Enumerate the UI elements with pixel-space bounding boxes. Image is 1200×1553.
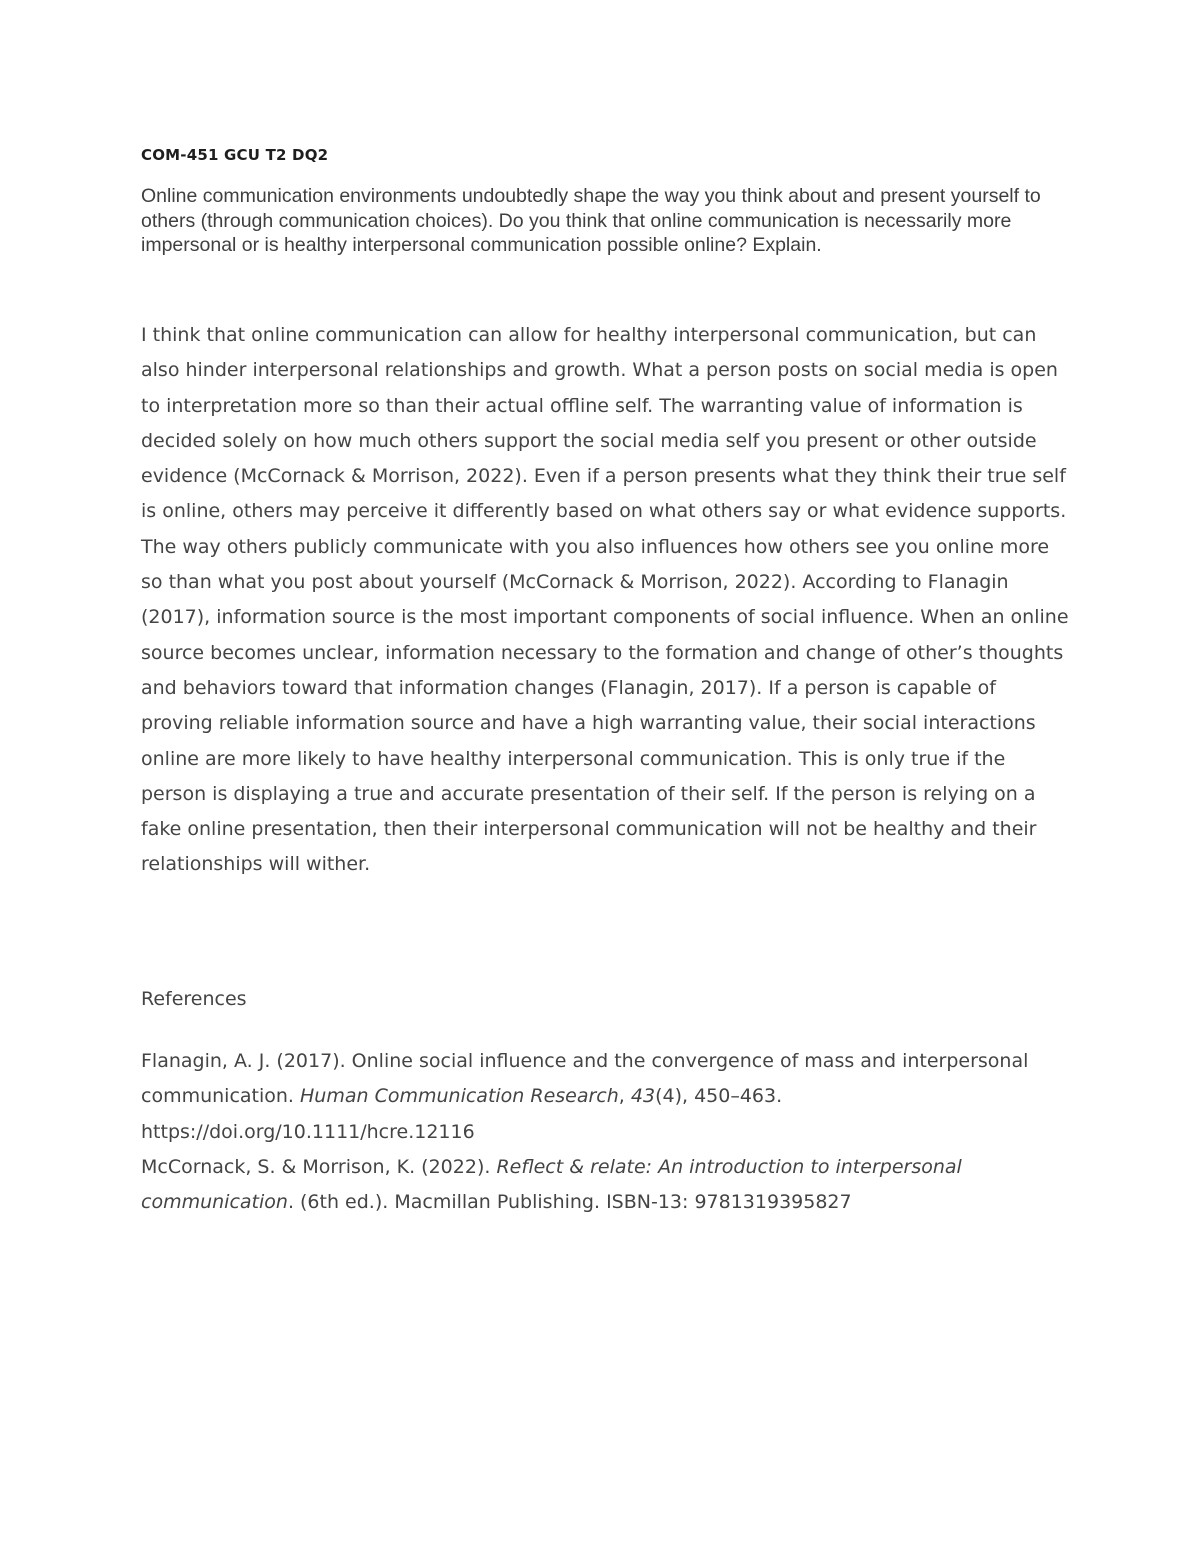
reference-journal: Human Communication Research: [300, 1085, 619, 1108]
discussion-prompt: Online communication environments undoubtedly shape the way you think about and present yourself to others (through communication choices). Do you think that online communication is necessarily more impersonal or is healthy interpersonal communication possible online? Explain.: [141, 185, 1041, 257]
reference-separator: ,: [618, 1085, 631, 1108]
references-heading: References: [141, 988, 247, 1010]
reference-book-title: Reflect & relate: An introduction to interpersonal communication: [141, 1155, 962, 1214]
reference-text: . (6th ed.). Macmillan Publishing. ISBN-13: 9781319395827: [287, 1191, 852, 1214]
discussion-response: I think that online communication can allow for healthy interpersonal communication, but can also hinder interpersonal relationships and growth. What a person posts on social media is open to interpretation more so than their actual offline self. The warranting value of information is decided solely on how much others support the social media self you present or other outside evidence (McCornack & Morrison, 2022). Even if a person presents what they think their true self is online, others may perceive it differently based on what others say or what evidence supports. The way others publicly communicate with you also influences how others see you online more so than what you post about yourself (McCornack & Morrison, 2022). According to Flanagin (2017), information source is the most important components of social influence. When an online source becomes unclear, information necessary to the formation and change of other’s thoughts and behaviors toward that information changes (Flanagin, 2017). If a person is capable of proving reliable information source and have a high warranting value, their social interactions online are more likely to have healthy interpersonal communication. This is only true if the person is displaying a true and accurate presentation of their self. If the person is relying on a fake online presentation, then their interpersonal communication will not be healthy and their relationships will wither.: [141, 324, 1069, 876]
reference-text: Flanagin, A. J. (2017). Online social influence and the convergence of mass and interpersonal communication.: [141, 1050, 1029, 1108]
reference-volume: 43: [630, 1085, 656, 1108]
document-title: COM-451 GCU T2 DQ2: [141, 146, 329, 164]
reference-entry-mccornack: [141, 1150, 1071, 1221]
references-list: [141, 1044, 1071, 1220]
reference-entry-flanagin: [141, 1044, 1071, 1150]
reference-text: McCornack, S. & Morrison, K. (2022).: [141, 1155, 497, 1178]
reference-text: (4), 450–463. https://doi.org/10.1111/hcre.12116: [141, 1085, 783, 1143]
